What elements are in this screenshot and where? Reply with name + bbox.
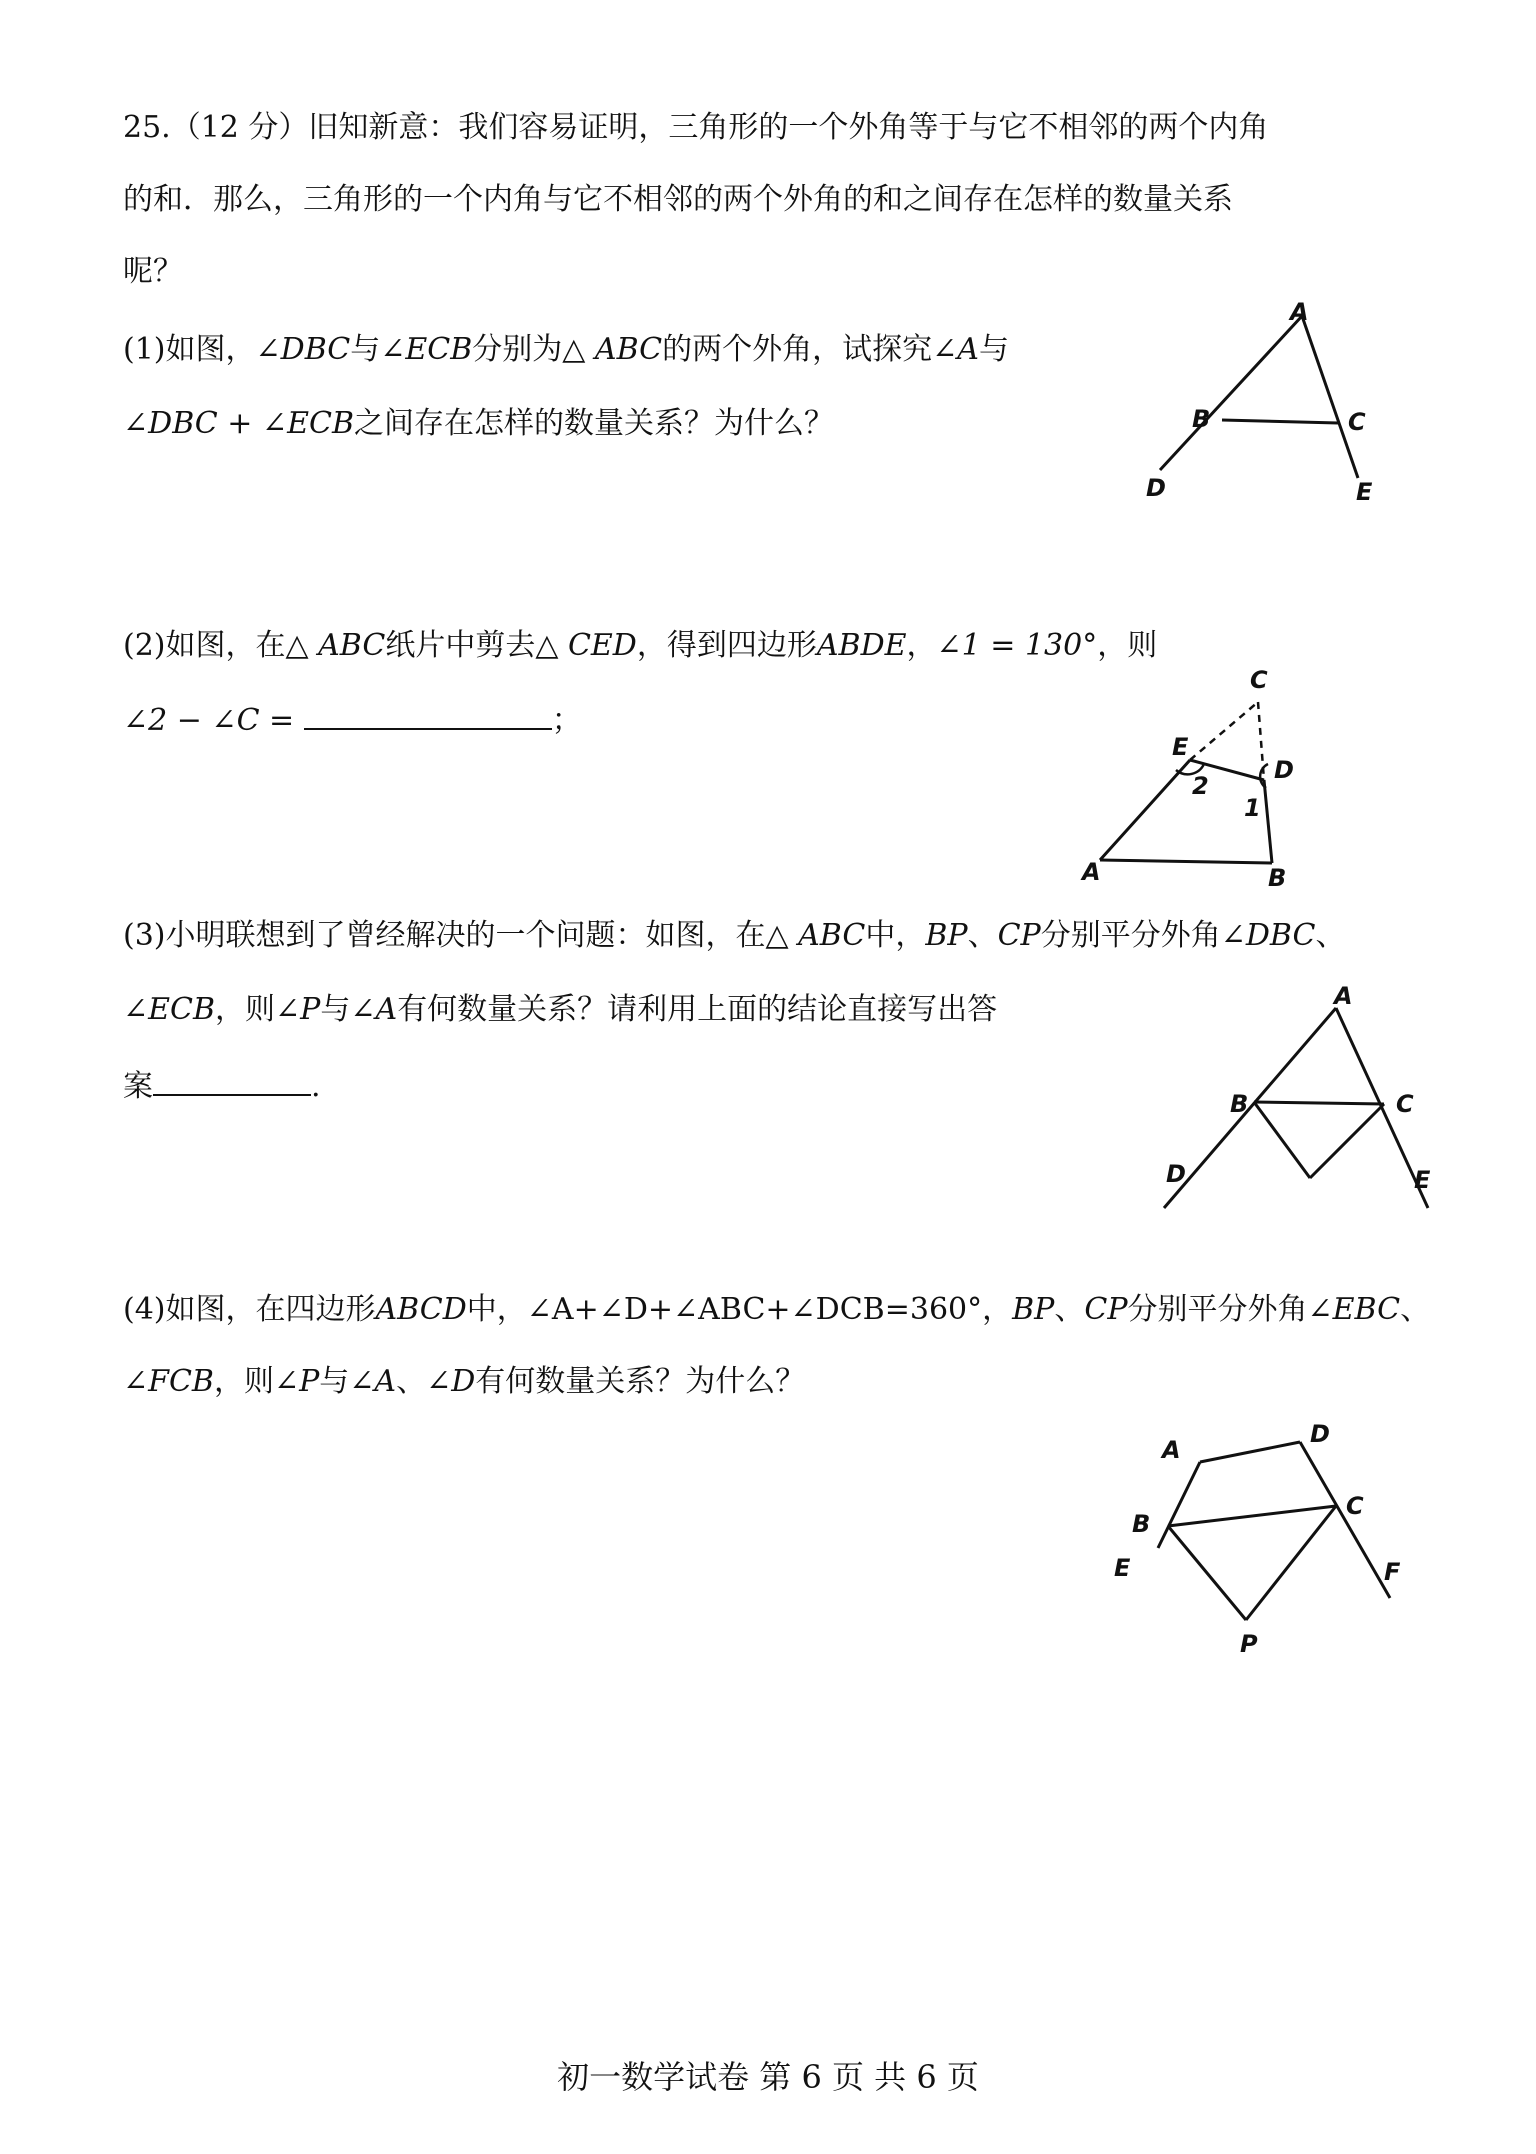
label-E: E [1172, 733, 1189, 761]
bisector-BP [1168, 1526, 1246, 1620]
label-P: P [1240, 1630, 1258, 1658]
segment-BC [1168, 1506, 1336, 1526]
segment-BD [1264, 780, 1272, 863]
segment-AE [1100, 760, 1190, 860]
label-B: B [1230, 1090, 1249, 1118]
line-AE [1302, 316, 1358, 478]
line-AE [1158, 1462, 1200, 1548]
label-A: A [1162, 1436, 1181, 1464]
figure-1-svg [1130, 300, 1410, 510]
part4-line-1: (4)如图，在四边形ABCD中，∠A+∠D+∠ABC+∠DCB=360°，BP、CP分别平分外角∠EBC、 [123, 1292, 1431, 1327]
label-D: D [1274, 756, 1294, 784]
label-C: C [1346, 1492, 1364, 1520]
label-C: C [1348, 408, 1366, 436]
question-header: 25.（12 分）旧知新意：我们容易证明，三角形的一个外角等于与它不相邻的两个内角 [123, 110, 1269, 145]
label-B: B [1192, 405, 1211, 433]
answer-blank-3[interactable] [153, 1064, 311, 1096]
bisector-CP [1310, 1104, 1384, 1178]
question-line-3: 呢？ [123, 254, 183, 289]
figure-4-svg [1100, 1390, 1420, 1658]
figure-2 [1080, 660, 1310, 890]
figure-3-svg [1150, 980, 1450, 1220]
page-footer: 初一数学试卷 第 6 页 共 6 页 [557, 2058, 979, 2096]
line-AD [1160, 316, 1302, 470]
bisector-CP [1246, 1506, 1336, 1620]
label-D: D [1166, 1160, 1186, 1188]
figure-1 [1130, 300, 1410, 510]
label-A: A [1290, 298, 1309, 326]
part3-line-2: ∠ECB，则∠P与∠A有何数量关系？请利用上面的结论直接写出答 [123, 992, 998, 1027]
part2-line-1: (2)如图，在△ ABC纸片中剪去△ CED，得到四边形ABDE，∠1 = 130°，则 [123, 628, 1158, 663]
part3-line-3: 案 . [123, 1064, 321, 1107]
part4-line-2: ∠FCB，则∠P与∠A、∠D有何数量关系？为什么？ [123, 1364, 806, 1399]
segment-BC [1254, 1102, 1384, 1104]
label-B: B [1132, 1510, 1151, 1538]
label-A: A [1082, 858, 1101, 886]
label-angle-1: 1 [1244, 794, 1261, 822]
figure-4 [1100, 1390, 1420, 1658]
bisector-BP [1254, 1102, 1310, 1178]
dashed-EC [1190, 702, 1258, 760]
part3-line-1: (3)小明联想到了曾经解决的一个问题：如图，在△ ABC中，BP、CP分别平分外角∠DBC、 [123, 918, 1346, 953]
label-D: D [1146, 474, 1166, 502]
part2-line-2: ∠2 − ∠C = ； [123, 698, 582, 741]
question-line-2: 的和．那么，三角形的一个内角与它不相邻的两个外角的和之间存在怎样的数量关系 [123, 182, 1233, 217]
figure-2-svg [1080, 660, 1310, 890]
label-C: C [1396, 1090, 1414, 1118]
answer-blank-2[interactable] [304, 698, 552, 730]
label-C: C [1250, 666, 1268, 694]
segment-AD [1200, 1442, 1300, 1462]
label-E: E [1414, 1166, 1431, 1194]
label-E: E [1356, 478, 1373, 506]
part1-line-2: ∠DBC + ∠ECB之间存在怎样的数量关系？为什么？ [123, 406, 834, 441]
line-DF [1300, 1442, 1390, 1598]
label-D: D [1310, 1420, 1330, 1448]
label-angle-2: 2 [1192, 772, 1209, 800]
segment-BC [1222, 420, 1338, 423]
segment-AB [1100, 860, 1272, 863]
label-B: B [1268, 864, 1287, 892]
label-F: F [1384, 1558, 1401, 1586]
label-A: A [1334, 982, 1353, 1010]
part1-line-1: (1)如图，∠DBC与∠ECB分别为△ ABC的两个外角，试探究∠A与 [123, 332, 1009, 367]
label-E: E [1114, 1554, 1131, 1582]
figure-3 [1150, 980, 1450, 1220]
